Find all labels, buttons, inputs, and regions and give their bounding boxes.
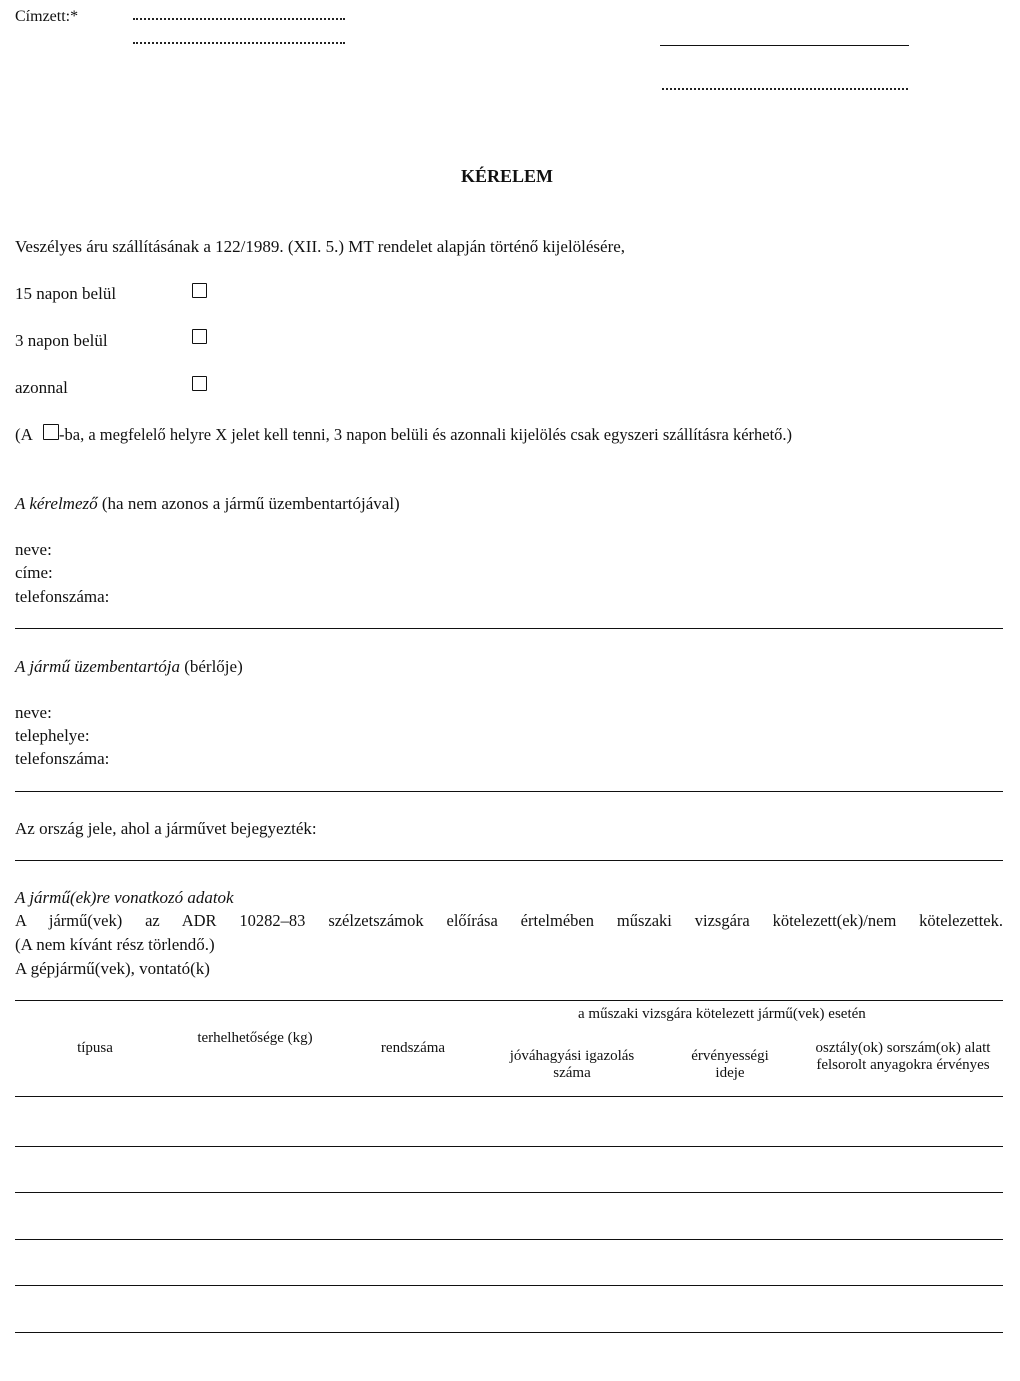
operator-name-label: neve: [15,703,52,722]
operator-heading-rest: (bérlője) [179,657,243,676]
option-3-days-checkbox[interactable] [192,329,207,344]
recipient-line-4[interactable] [662,88,908,90]
vehicle-heading: A jármű(ek)re vonatkozó adatok [15,888,234,907]
checkbox-icon [43,424,59,440]
operator-site-label: telephelye: [15,726,90,745]
operator-heading [15,657,243,677]
column-header-type: típusa [77,1040,113,1056]
applicant-phone-label: telefonszáma: [15,587,110,606]
operator-heading-italic: A jármű üzembentartója [15,657,180,676]
table-row[interactable] [15,1332,1003,1333]
column-header-approval-number: jóváhagyási igazolás száma [509,1048,635,1081]
country-label: Az ország jele, ahol a járművet bejegyezték: [15,819,317,838]
table-row[interactable] [15,1146,1003,1147]
table-header-rule [15,1096,1003,1097]
column-header-plate: rendszáma [380,1040,446,1056]
option-15-days-checkbox[interactable] [192,283,207,298]
applicant-heading-italic: A kérelmező [15,494,98,513]
divider [15,791,1003,792]
recipient-label: Címzett:* [15,8,79,25]
column-header-capacity: terhelhetősége (kg) [197,1030,313,1046]
table-row[interactable] [15,1192,1003,1193]
column-header-validity: érvényességi ideje [691,1048,769,1081]
note-prefix: (A [15,425,33,444]
option-3-days-label: 3 napon belül [15,331,108,350]
divider [15,628,1003,629]
applicant-address-label: címe: [15,563,53,582]
divider [15,860,1003,861]
applicant-name-label: neve: [15,540,52,559]
option-immediate-checkbox[interactable] [192,376,207,391]
recipient-line-3[interactable] [660,45,909,46]
table-row[interactable] [15,1285,1003,1286]
vehicle-text-line-2: (A nem kívánt rész törlendő.) [15,935,215,954]
vehicle-text-line-3: A gépjármű(vek), vontató(k) [15,959,210,978]
page-title: KÉRELEM [461,166,554,186]
intro-text: Veszélyes áru szállításának a 122/1989. (XII. 5.) MT rendelet alapján történő kijelölésére, [15,237,626,256]
option-15-days-label: 15 napon belül [15,284,117,303]
note-text: -ba, a megfelelő helyre X jelet kell tenni, 3 napon belüli és azonnali kijelölés csak egyszeri szállításra kérhető.) [59,425,793,444]
applicant-heading [15,494,400,514]
table-group-header: a műszaki vizsgára kötelezett jármű(vek) esetén [578,1006,866,1022]
operator-phone-label: telefonszáma: [15,749,110,768]
option-immediate-label: azonnal [15,378,68,397]
vehicle-text-line-1: A jármű(vek) az ADR 10282–83 szélzetszámok előírása értelmében műszaki vizsgára kötelezett(ek)/nem kötelezettek. [15,911,1003,930]
recipient-line-2[interactable] [133,42,345,44]
applicant-heading-rest: (ha nem azonos a jármű üzembentartójával) [97,494,400,513]
table-top-rule [15,1000,1003,1001]
column-header-classes: osztály(ok) sorszám(ok) alatt felsorolt anyagokra érvényes [815,1040,991,1073]
table-row[interactable] [15,1239,1003,1240]
recipient-line-1[interactable] [133,18,345,20]
